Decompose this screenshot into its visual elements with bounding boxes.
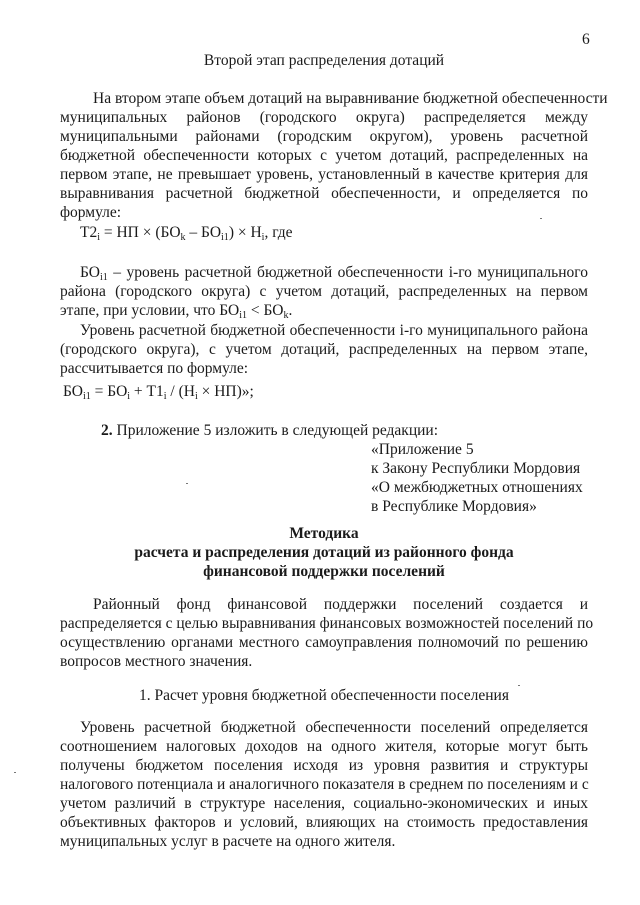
appendix-ref-line: в Республике Мордовия» (371, 498, 537, 515)
definition-line: $БО_{i1}$ – уровень расчетной бюджетной обеспеченности i-го муниципального (80, 264, 588, 283)
scan-speck (540, 218, 542, 219)
scan-speck (518, 685, 520, 686)
para1-line: бюджетной обеспеченности которых с учетом дотаций, распределенных на (60, 147, 588, 164)
scan-speck (186, 483, 188, 484)
definition-line: этапе, при условии, что $БО_{i1} < БО_k$. (60, 302, 293, 321)
para3-line: вопросов местного значения. (60, 653, 253, 670)
amendment-item-2: 2. Приложение 5 изложить в следующей редакции: (101, 422, 439, 439)
section-title: Второй этап распределения дотаций (203, 52, 445, 69)
para1-line: формуле: (60, 204, 122, 221)
para3-line: осуществлению органами местного самоуправления полномочий по решению (60, 634, 588, 651)
para4-line: соотношением налоговых доходов на одного жителя, которые могут быть (60, 738, 588, 755)
para3-line: распределяется с целью выравнивания финансовых возможностей поселений по (60, 615, 594, 632)
appendix-ref-line: «О межбюджетных отношениях (371, 479, 583, 496)
para3-line: Районный фонд финансовой поддержки поселений создается и (93, 596, 588, 613)
scan-speck (14, 772, 16, 773)
para4-line: учетом различий в структуре населения, социально-экономических и иных (60, 795, 588, 812)
para1-line: На втором этапе объем дотаций на выравнивание бюджетной обеспеченности (93, 90, 608, 107)
para4-line: объективных факторов и условий, влияющих на стоимость предоставления (60, 814, 588, 831)
para2-line: (городского округа), с учетом дотаций, распределенных на первом этапе, (60, 341, 588, 358)
formula-t2: $Т2_i$ = НП × $(БО_k - БО_{i1}) \times Н_i$, где (80, 224, 293, 243)
page-number: 6 (582, 31, 590, 48)
para1-line: муниципальными районами (городским округом), уровень расчетной (60, 128, 588, 145)
para1-line: выравнивания расчетной бюджетной обеспеченности, и определяется по (60, 185, 588, 202)
para4-line: получены бюджетом поселения исходя из уровня развития и структуры (60, 757, 588, 774)
methodology-subtitle: расчета и распределения дотаций из районного фонда (134, 544, 514, 561)
definition-line: района (городского округа) с учетом дотаций, распределенных на первом (60, 283, 588, 300)
para4-line: Уровень расчетной бюджетной обеспеченности поселений определяется (80, 719, 588, 736)
methodology-subtitle: финансовой поддержки поселений (203, 563, 445, 580)
para1-line: муниципальных районов (городского округа) распределяется между (60, 109, 588, 126)
formula-bo-i1: $БО_{i1} = БО_i + Т1_i / (Н_i \times НП)$»; (63, 383, 254, 402)
para2-line: рассчитывается по формуле: (60, 360, 249, 377)
appendix-ref-line: «Приложение 5 (371, 441, 474, 458)
para1-line: первом этапе, не превышает уровень, установленный в качестве критерия для (60, 166, 588, 183)
para4-line: налогового потенциала и аналогичного показателя в среднем по поселениям и с (60, 776, 589, 793)
para2-line: Уровень расчетной бюджетной обеспеченности i-го муниципального района (80, 322, 588, 339)
section1-title: 1. Расчет уровня бюджетной обеспеченности поселения (138, 687, 509, 704)
para4-line: муниципальных услуг в расчете на одного жителя. (60, 833, 396, 850)
appendix-ref-line: к Закону Республики Мордовия (371, 460, 581, 477)
methodology-title: Методика (289, 525, 359, 542)
